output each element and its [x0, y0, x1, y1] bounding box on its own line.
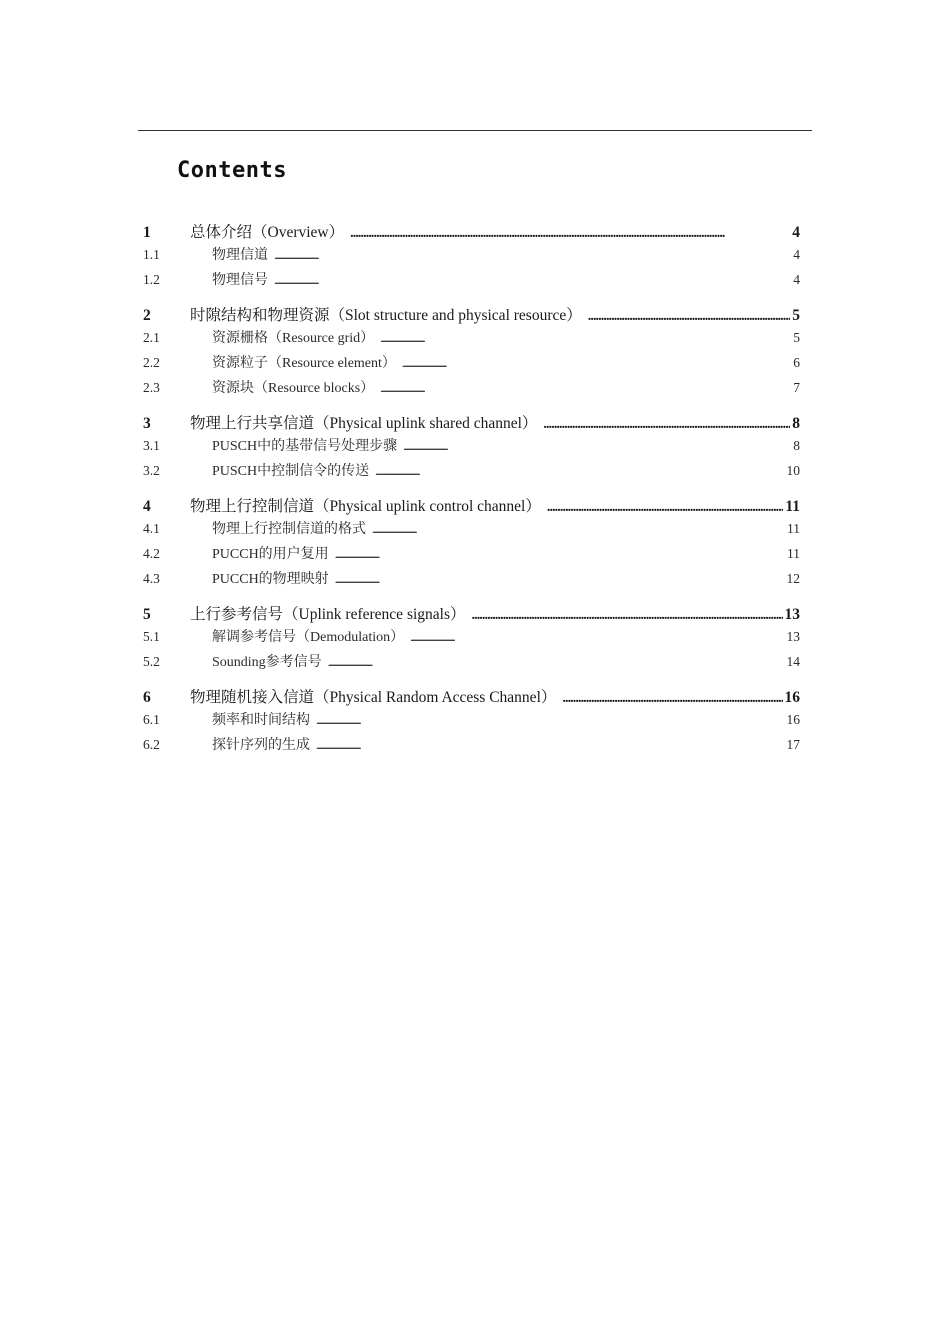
toc-entry-page: 13: [786, 629, 800, 644]
toc-entry-page: 4: [793, 247, 800, 262]
toc-entry-label: PUSCH中的基带信号处理步骤: [212, 439, 398, 454]
toc-entry-page: 16: [786, 712, 800, 727]
toc-entry-label: 总体介绍（Overview）: [190, 224, 345, 241]
toc-entry-number: 6: [143, 689, 151, 706]
dot-leader: [588, 309, 791, 325]
dot-leader: [403, 441, 791, 453]
dot-leader: [274, 250, 791, 262]
dot-leader: [380, 383, 791, 395]
toc-entry-number: 4.3: [143, 571, 160, 586]
dot-leader: [472, 608, 783, 624]
dot-leader: [375, 466, 784, 478]
toc-entry-6-2[interactable]: [143, 734, 800, 759]
toc-entry-page: 7: [793, 380, 800, 395]
dot-leader: [335, 574, 785, 586]
toc-entry-label: 时隙结构和物理资源（Slot structure and physical resource）: [190, 307, 582, 324]
toc-entry-page: 17: [786, 737, 800, 752]
toc-entry-page: 16: [784, 689, 800, 706]
dot-leader: [350, 226, 790, 242]
toc-entry-number: 3.1: [143, 438, 160, 453]
toc-entry-number: 4.2: [143, 546, 160, 561]
toc-entry-page: 14: [786, 654, 800, 669]
toc-entry-label: 探针序列的生成: [212, 738, 310, 753]
toc-entry-label: 物理信号: [212, 273, 268, 288]
toc-entry-page: 8: [792, 415, 800, 432]
table-of-contents: [143, 220, 800, 759]
dot-leader: [372, 524, 785, 536]
toc-entry-page: 5: [792, 307, 800, 324]
toc-entry-label: PUCCH的物理映射: [212, 572, 329, 587]
toc-entry-page: 5: [793, 330, 800, 345]
toc-entry-label: 解调参考信号（Demodulation）: [212, 630, 405, 645]
toc-title: Contents: [177, 158, 287, 183]
toc-entry-2-2[interactable]: [143, 352, 800, 377]
toc-entry-label: 资源块（Resource blocks）: [212, 381, 375, 396]
toc-entry-1-1[interactable]: [143, 244, 800, 269]
dot-leader: [316, 715, 785, 727]
toc-entry-label: 上行参考信号（Uplink reference signals）: [190, 606, 466, 623]
toc-entry-number: 1.1: [143, 247, 160, 262]
toc-entry-page: 11: [785, 498, 800, 515]
toc-entry-page: 6: [793, 355, 800, 370]
toc-entry-number: 6.1: [143, 712, 160, 727]
toc-entry-page: 11: [787, 521, 800, 536]
toc-entry-number: 5.1: [143, 629, 160, 644]
toc-entry-page: 4: [792, 224, 800, 241]
toc-entry-label: 频率和时间结构: [212, 713, 310, 728]
dot-leader: [380, 333, 791, 345]
toc-entry-number: 3: [143, 415, 151, 432]
toc-entry-5-1[interactable]: [143, 626, 800, 651]
toc-entry-4-1[interactable]: [143, 518, 800, 543]
toc-entry-number: 2.1: [143, 330, 160, 345]
toc-entry-number: 5.2: [143, 654, 160, 669]
toc-entry-page: 12: [786, 571, 800, 586]
toc-entry-1[interactable]: [143, 220, 800, 244]
toc-entry-label: Sounding参考信号: [212, 655, 322, 670]
toc-entry-4-3[interactable]: [143, 568, 800, 593]
toc-entry-4-2[interactable]: [143, 543, 800, 568]
dot-leader: [274, 275, 791, 287]
toc-entry-3[interactable]: [143, 411, 800, 435]
toc-entry-number: 4: [143, 498, 151, 515]
toc-entry-3-1[interactable]: [143, 435, 800, 460]
toc-entry-2-3[interactable]: [143, 377, 800, 402]
toc-entry-page: 4: [793, 272, 800, 287]
dot-leader: [562, 691, 782, 707]
toc-entry-page: 13: [784, 606, 800, 623]
toc-entry-4[interactable]: [143, 494, 800, 518]
toc-entry-label: PUCCH的用户复用: [212, 547, 329, 562]
toc-entry-6[interactable]: [143, 685, 800, 709]
toc-entry-label: 物理上行控制信道的格式: [212, 522, 366, 537]
dot-leader: [328, 657, 785, 669]
dot-leader: [402, 358, 791, 370]
dot-leader: [316, 740, 785, 752]
toc-entry-6-1[interactable]: [143, 709, 800, 734]
toc-entry-label: 物理随机接入信道（Physical Random Access Channel）: [190, 689, 557, 706]
toc-entry-5[interactable]: [143, 602, 800, 626]
toc-entry-label: 资源栅格（Resource grid）: [212, 331, 375, 346]
toc-entry-page: 10: [786, 463, 800, 478]
toc-entry-number: 4.1: [143, 521, 160, 536]
toc-entry-number: 1.2: [143, 272, 160, 287]
toc-entry-2[interactable]: [143, 303, 800, 327]
dot-leader: [335, 549, 785, 561]
header-rule: [138, 130, 812, 131]
toc-entry-number: 3.2: [143, 463, 160, 478]
toc-entry-label: 物理上行控制信道（Physical uplink control channel）: [190, 498, 541, 515]
toc-entry-5-2[interactable]: [143, 651, 800, 676]
toc-entry-2-1[interactable]: [143, 327, 800, 352]
toc-entry-number: 1: [143, 224, 151, 241]
dot-leader: [410, 632, 784, 644]
toc-entry-3-2[interactable]: [143, 460, 800, 485]
toc-entry-number: 5: [143, 606, 151, 623]
toc-entry-number: 6.2: [143, 737, 160, 752]
toc-entry-label: 资源粒子（Resource element）: [212, 356, 396, 371]
toc-entry-1-2[interactable]: [143, 269, 800, 294]
toc-entry-page: 11: [787, 546, 800, 561]
toc-entry-number: 2: [143, 307, 151, 324]
toc-entry-number: 2.2: [143, 355, 160, 370]
dot-leader: [543, 417, 790, 433]
toc-entry-label: PUSCH中控制信令的传送: [212, 464, 370, 479]
dot-leader: [547, 500, 783, 516]
toc-entry-label: 物理上行共享信道（Physical uplink shared channel）: [190, 415, 538, 432]
toc-entry-page: 8: [793, 438, 800, 453]
toc-entry-number: 2.3: [143, 380, 160, 395]
toc-entry-label: 物理信道: [212, 248, 268, 263]
